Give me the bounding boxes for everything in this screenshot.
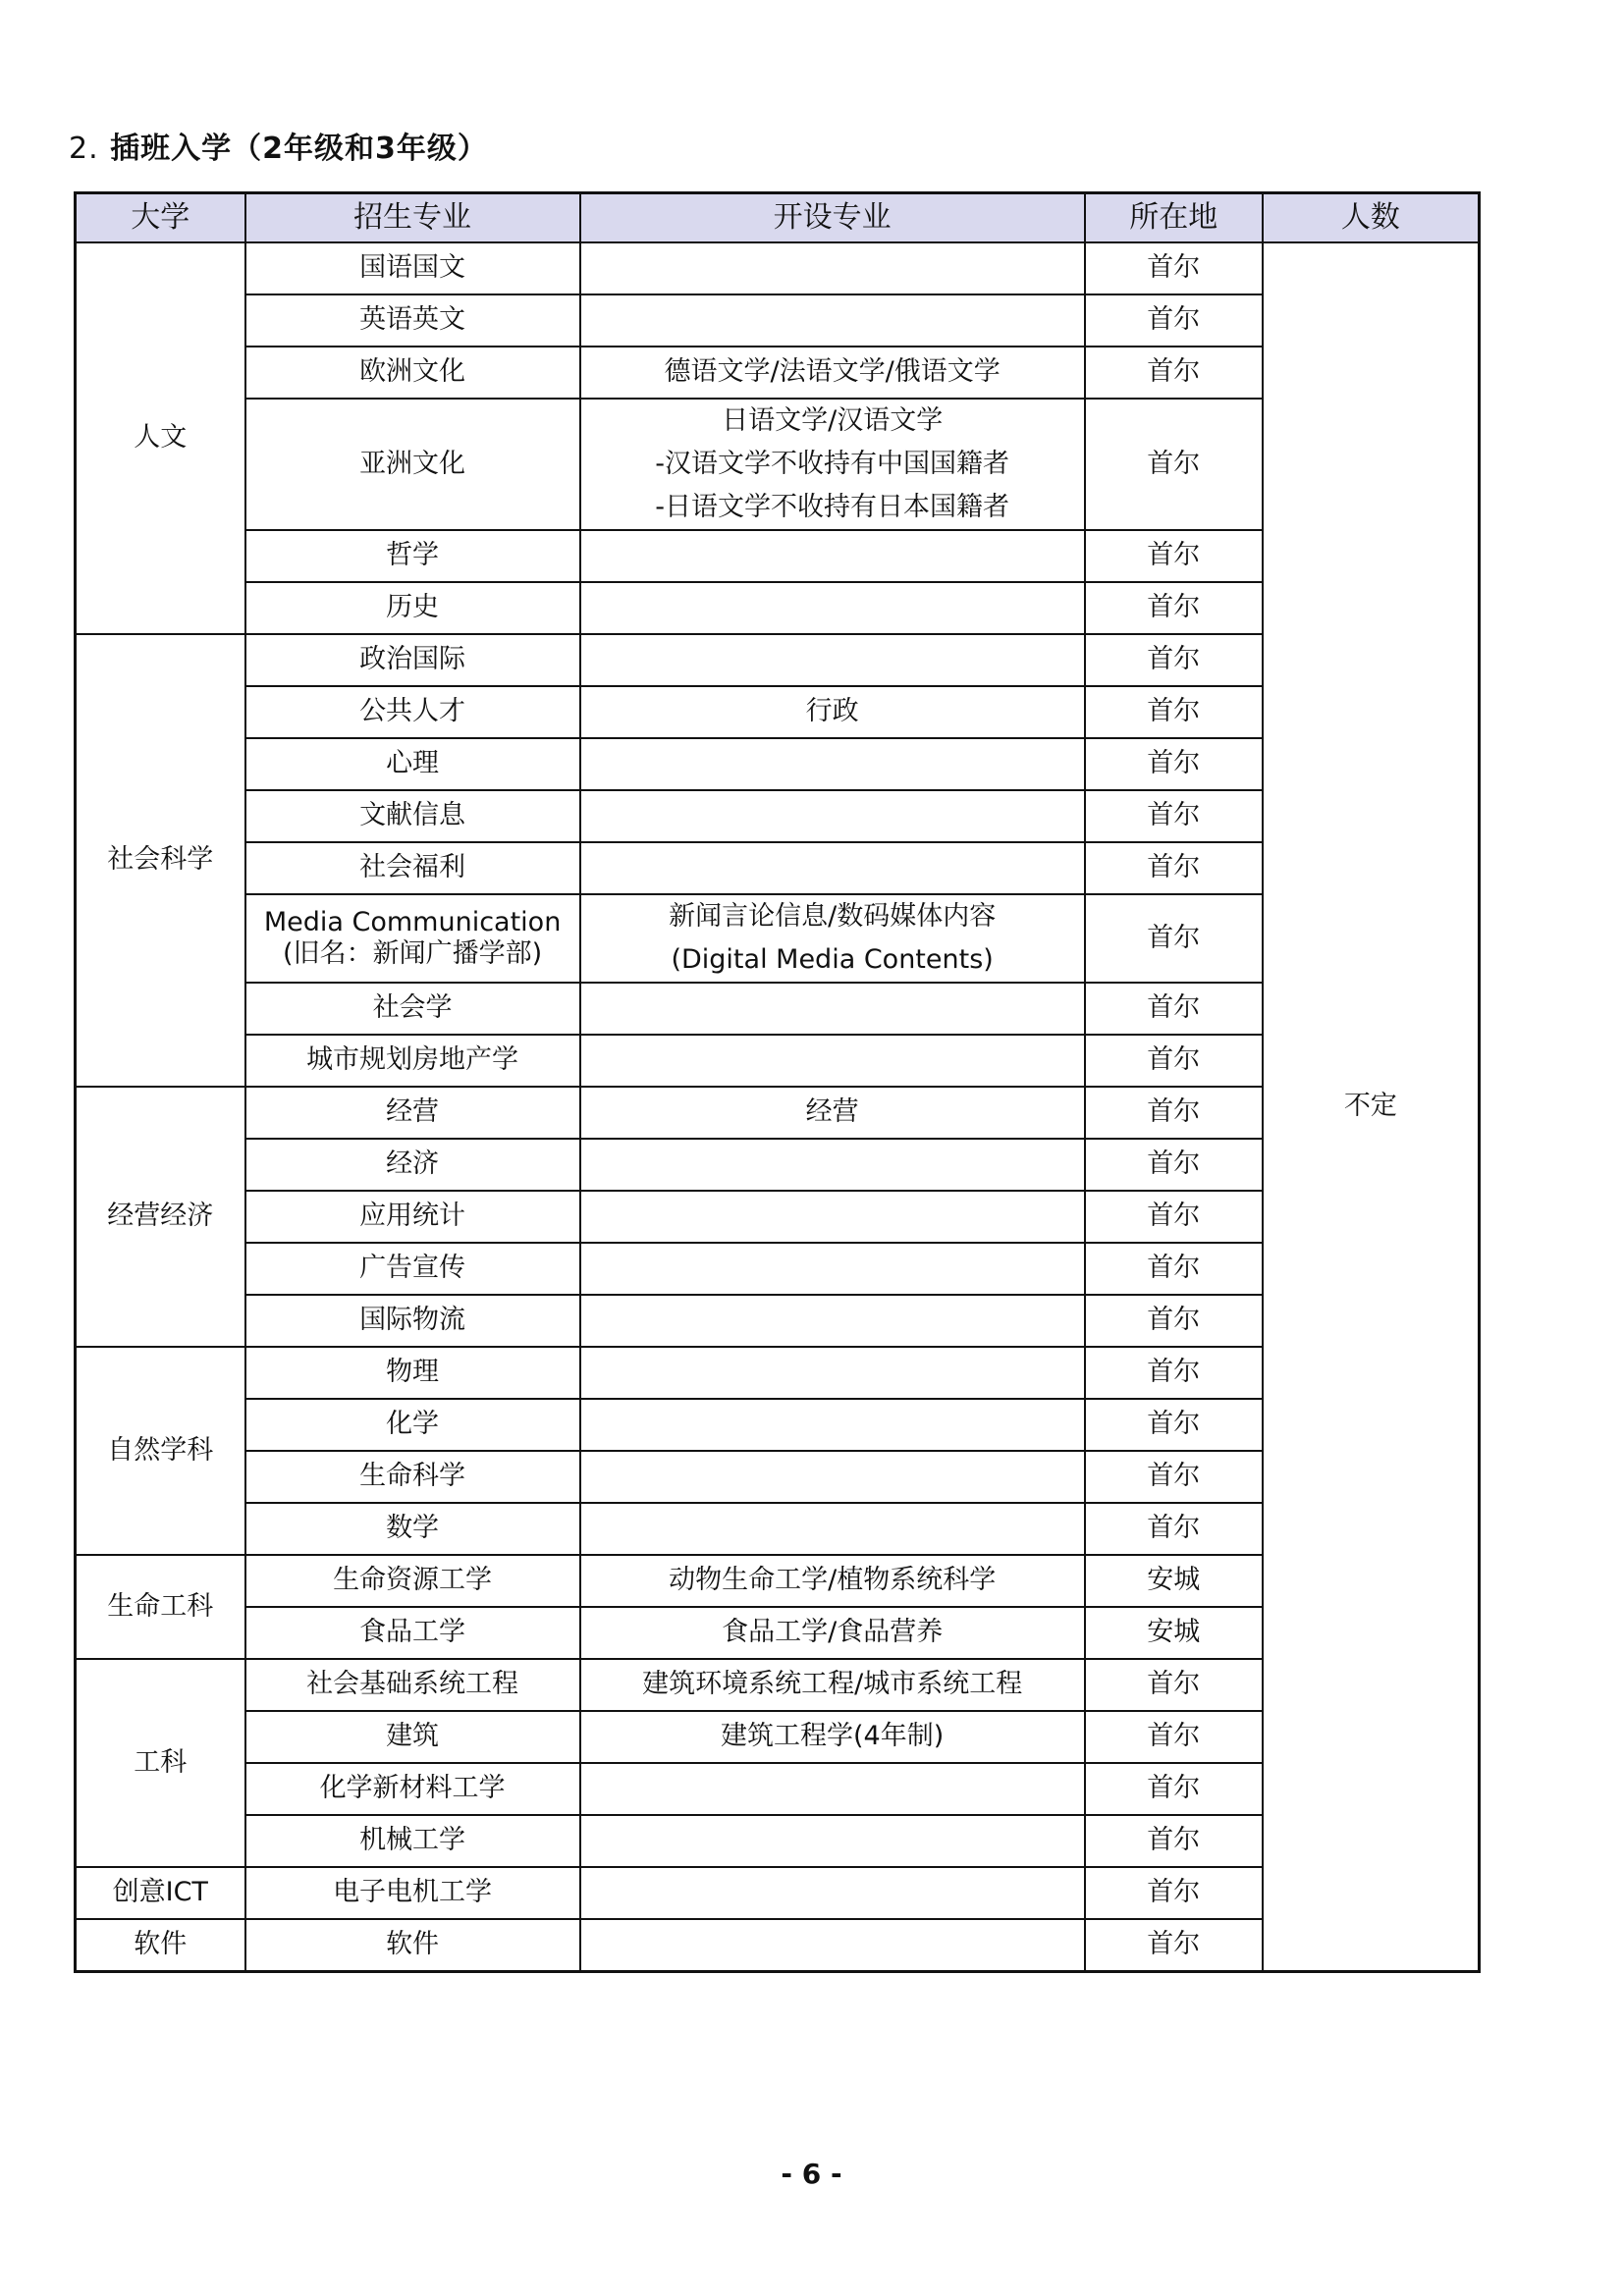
major-label: 国语国文 xyxy=(359,252,466,284)
location-cell: 首尔 xyxy=(1085,842,1263,894)
major-cell xyxy=(245,634,580,686)
offered-line: 行政 xyxy=(805,696,859,727)
offered-cell xyxy=(580,1919,1085,1972)
major-cell xyxy=(245,399,580,530)
location-cell: 首尔 xyxy=(1085,1451,1263,1503)
offered-line: 建筑工程学(4年制) xyxy=(721,1721,945,1752)
major-label: 化学新材料工学 xyxy=(319,1773,506,1804)
offered-line: (Digital Media Contents) xyxy=(671,944,994,975)
location-cell: 首尔 xyxy=(1085,1867,1263,1919)
major-label: 政治国际 xyxy=(359,644,466,675)
major-label: 建筑 xyxy=(386,1721,440,1752)
offered-cell xyxy=(580,1243,1085,1295)
location-cell: 首尔 xyxy=(1085,1919,1263,1972)
offered-line: -日语文学不收持有日本国籍者 xyxy=(655,492,1010,522)
location-cell: 首尔 xyxy=(1085,1295,1263,1347)
offered-cell xyxy=(580,530,1085,582)
major-cell xyxy=(245,1607,580,1659)
offered-cell xyxy=(580,1555,1085,1607)
major-label: 广告宣传 xyxy=(359,1253,466,1284)
major-cell xyxy=(245,790,580,842)
major-label: 应用统计 xyxy=(359,1201,466,1232)
section-title: 插班入学（2年级和3年级） xyxy=(110,132,488,166)
section-heading xyxy=(69,124,488,167)
offered-cell xyxy=(580,983,1085,1035)
major-cell xyxy=(245,1347,580,1399)
major-cell xyxy=(245,1763,580,1815)
location-cell: 首尔 xyxy=(1085,1347,1263,1399)
location-cell: 首尔 xyxy=(1085,1035,1263,1087)
offered-cell xyxy=(580,1035,1085,1087)
location-cell: 安城 xyxy=(1085,1555,1263,1607)
offered-line: 日语文学/汉语文学 xyxy=(722,405,944,436)
offered-cell xyxy=(580,347,1085,399)
college-cell: 创意ICT xyxy=(76,1867,245,1919)
location-cell: 首尔 xyxy=(1085,790,1263,842)
location-cell: 首尔 xyxy=(1085,1191,1263,1243)
major-label: 社会福利 xyxy=(359,852,466,883)
major-label: 软件 xyxy=(386,1929,440,1960)
college-cell: 经营经济 xyxy=(76,1087,245,1347)
offered-cell xyxy=(580,1867,1085,1919)
column-header-college: 大学 xyxy=(76,193,245,243)
major-label: 机械工学 xyxy=(359,1825,466,1856)
offered-line: 动物生命工学/植物系统科学 xyxy=(669,1565,997,1596)
major-cell xyxy=(245,1503,580,1555)
location-cell: 首尔 xyxy=(1085,1139,1263,1191)
major-cell xyxy=(245,1815,580,1867)
major-cell xyxy=(245,1191,580,1243)
offered-cell xyxy=(580,242,1085,294)
major-cell xyxy=(245,1919,580,1972)
location-cell: 安城 xyxy=(1085,1607,1263,1659)
offered-cell xyxy=(580,582,1085,634)
major-cell xyxy=(245,1243,580,1295)
major-cell xyxy=(245,1555,580,1607)
major-label: 英语英文 xyxy=(359,304,466,336)
major-label: 社会基础系统工程 xyxy=(306,1669,519,1700)
location-cell: 首尔 xyxy=(1085,242,1263,294)
location-cell: 首尔 xyxy=(1085,1659,1263,1711)
location-cell: 首尔 xyxy=(1085,399,1263,530)
column-header-offered: 开设专业 xyxy=(580,193,1085,243)
location-cell: 首尔 xyxy=(1085,983,1263,1035)
location-cell: 首尔 xyxy=(1085,347,1263,399)
major-cell xyxy=(245,530,580,582)
major-label: Media Communication xyxy=(263,906,562,937)
offered-cell xyxy=(580,738,1085,790)
location-cell: 首尔 xyxy=(1085,530,1263,582)
major-label: 经营 xyxy=(386,1096,440,1128)
major-cell xyxy=(245,1087,580,1139)
major-cell xyxy=(245,1035,580,1087)
major-label: 社会学 xyxy=(372,992,453,1024)
major-cell xyxy=(245,242,580,294)
section-number: 2. xyxy=(69,132,99,166)
location-cell: 首尔 xyxy=(1085,1399,1263,1451)
table-row xyxy=(76,242,1480,294)
table-body xyxy=(76,242,1480,1972)
location-cell: 首尔 xyxy=(1085,1087,1263,1139)
offered-cell xyxy=(580,894,1085,983)
major-cell xyxy=(245,582,580,634)
offered-line: -汉语文学不收持有中国国籍者 xyxy=(655,449,1010,479)
offered-cell xyxy=(580,1139,1085,1191)
offered-cell xyxy=(580,1295,1085,1347)
location-cell: 首尔 xyxy=(1085,1243,1263,1295)
major-cell xyxy=(245,347,580,399)
offered-cell xyxy=(580,1607,1085,1659)
major-cell xyxy=(245,738,580,790)
location-cell: 首尔 xyxy=(1085,582,1263,634)
college-cell: 生命工科 xyxy=(76,1555,245,1659)
college-cell: 社会科学 xyxy=(76,634,245,1087)
location-cell: 首尔 xyxy=(1085,1815,1263,1867)
location-cell: 首尔 xyxy=(1085,686,1263,738)
college-cell: 自然学科 xyxy=(76,1347,245,1555)
major-label: 电子电机工学 xyxy=(333,1877,493,1908)
major-label: 文献信息 xyxy=(359,800,466,831)
offered-cell xyxy=(580,842,1085,894)
major-label: 心理 xyxy=(386,748,440,779)
location-cell: 首尔 xyxy=(1085,894,1263,983)
offered-cell xyxy=(580,634,1085,686)
major-label: 化学 xyxy=(386,1409,440,1440)
major-cell xyxy=(245,1867,580,1919)
major-cell xyxy=(245,1659,580,1711)
offered-cell xyxy=(580,790,1085,842)
offered-cell xyxy=(580,1815,1085,1867)
major-cell xyxy=(245,686,580,738)
column-header-headcount: 人数 xyxy=(1263,193,1480,243)
major-label: 欧洲文化 xyxy=(359,356,466,388)
admission-table xyxy=(74,191,1481,1973)
page-number: - 6 - xyxy=(781,2158,842,2190)
major-cell xyxy=(245,1451,580,1503)
major-label: 公共人才 xyxy=(359,696,466,727)
offered-line: 建筑环境系统工程/城市系统工程 xyxy=(642,1669,1023,1700)
major-cell xyxy=(245,894,580,983)
major-label: 生命科学 xyxy=(359,1461,466,1492)
column-header-major: 招生专业 xyxy=(245,193,580,243)
major-label: 数学 xyxy=(386,1513,440,1544)
offered-cell xyxy=(580,1087,1085,1139)
major-cell xyxy=(245,842,580,894)
offered-cell xyxy=(580,399,1085,530)
location-cell: 首尔 xyxy=(1085,738,1263,790)
offered-line: 经营 xyxy=(805,1096,859,1128)
major-label: 历史 xyxy=(386,592,440,623)
location-cell: 首尔 xyxy=(1085,1763,1263,1815)
major-label: 哲学 xyxy=(386,540,440,571)
offered-cell xyxy=(580,1191,1085,1243)
major-note: (旧名：新闻广播学部) xyxy=(283,938,543,969)
location-cell: 首尔 xyxy=(1085,634,1263,686)
major-label: 亚洲文化 xyxy=(359,448,466,479)
offered-cell xyxy=(580,1347,1085,1399)
location-cell: 首尔 xyxy=(1085,294,1263,347)
major-cell xyxy=(245,983,580,1035)
major-label: 城市规划房地产学 xyxy=(306,1044,519,1076)
major-cell xyxy=(245,1399,580,1451)
college-cell: 人文 xyxy=(76,242,245,634)
offered-line: 德语文学/法语文学/俄语文学 xyxy=(664,356,1001,388)
offered-cell xyxy=(580,1503,1085,1555)
major-cell xyxy=(245,294,580,347)
table-header-row xyxy=(76,193,1480,243)
offered-line: 食品工学/食品营养 xyxy=(722,1617,944,1648)
location-cell: 首尔 xyxy=(1085,1711,1263,1763)
major-label: 物理 xyxy=(386,1357,440,1388)
major-cell xyxy=(245,1295,580,1347)
headcount-cell: 不定 xyxy=(1263,242,1480,1972)
major-label: 生命资源工学 xyxy=(333,1565,493,1596)
major-label: 经济 xyxy=(386,1148,440,1180)
offered-cell xyxy=(580,686,1085,738)
college-cell: 工科 xyxy=(76,1659,245,1867)
offered-line: 新闻言论信息/数码媒体内容 xyxy=(669,901,997,932)
offered-cell xyxy=(580,1711,1085,1763)
location-cell: 首尔 xyxy=(1085,1503,1263,1555)
major-cell xyxy=(245,1711,580,1763)
offered-cell xyxy=(580,1399,1085,1451)
column-header-location: 所在地 xyxy=(1085,193,1263,243)
offered-cell xyxy=(580,1659,1085,1711)
major-label: 食品工学 xyxy=(359,1617,466,1648)
college-cell: 软件 xyxy=(76,1919,245,1972)
offered-cell xyxy=(580,1451,1085,1503)
offered-cell xyxy=(580,294,1085,347)
major-cell xyxy=(245,1139,580,1191)
major-label: 国际物流 xyxy=(359,1305,466,1336)
offered-cell xyxy=(580,1763,1085,1815)
